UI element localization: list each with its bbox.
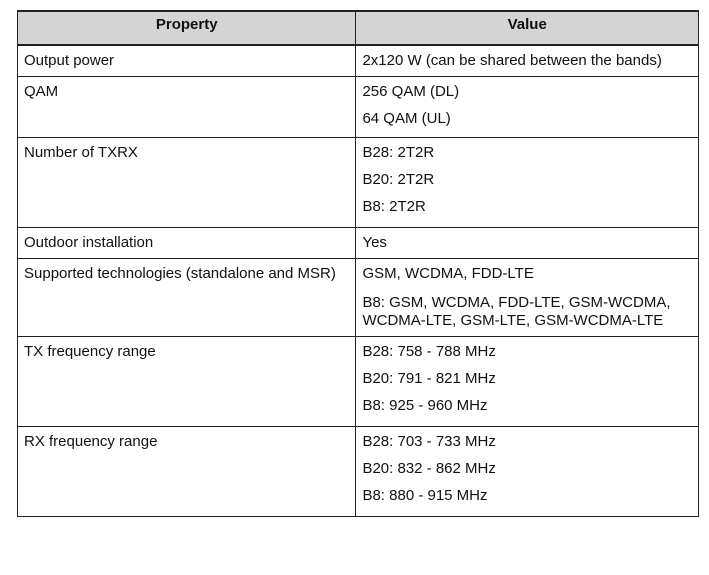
- value-line: B8: 2T2R: [362, 198, 426, 215]
- column-header-value: Value: [356, 11, 699, 45]
- value-line: 256 QAM (DL): [362, 83, 460, 100]
- value-line: 64 QAM (UL): [362, 110, 451, 127]
- value-line: B28: 2T2R: [362, 144, 435, 161]
- table-row-output-power: [18, 45, 699, 77]
- table-row-number-of-txrx: [18, 138, 699, 228]
- table-row-outdoor-installation: [18, 228, 699, 259]
- value-line: B8: GSM, WCDMA, FDD-LTE, GSM-WCDMA, WCDMA-LTE, GSM-LTE, GSM-WCDMA-LTE: [362, 294, 671, 329]
- property-label: QAM: [24, 83, 59, 100]
- table-header-row: [18, 11, 699, 45]
- value-line: B8: 880 - 915 MHz: [362, 487, 488, 504]
- table-row-qam: [18, 77, 699, 138]
- value-line: B28: 703 - 733 MHz: [362, 433, 496, 450]
- value-cell: [356, 337, 699, 427]
- property-cell: [18, 337, 356, 427]
- property-cell: [18, 138, 356, 228]
- column-header-property: Property: [18, 11, 356, 45]
- value-cell: 2x120 W (can be shared between the bands): [356, 45, 699, 77]
- value-line: B20: 832 - 862 MHz: [362, 460, 496, 477]
- property-cell: [18, 259, 356, 337]
- value-cell: [356, 259, 699, 337]
- value-line: B28: 758 - 788 MHz: [362, 343, 496, 360]
- property-cell: Outdoor installation: [18, 228, 356, 259]
- value-line: B8: 925 - 960 MHz: [362, 397, 488, 414]
- table-row-supported-technologies: [18, 259, 699, 337]
- value-line: GSM, WCDMA, FDD-LTE: [362, 265, 534, 282]
- property-label: RX frequency range: [24, 433, 158, 450]
- property-label: Supported technologies (standalone and MSR): [24, 265, 336, 282]
- property-label: Number of TXRX: [24, 144, 138, 161]
- value-line: B20: 791 - 821 MHz: [362, 370, 496, 387]
- table-row-rx-frequency-range: [18, 427, 699, 517]
- value-cell: [356, 427, 699, 517]
- value-cell: [356, 138, 699, 228]
- property-cell: [18, 427, 356, 517]
- specifications-table: [17, 10, 699, 517]
- property-cell: [18, 77, 356, 138]
- value-cell: Yes: [356, 228, 699, 259]
- value-line: B20: 2T2R: [362, 171, 435, 188]
- property-label: TX frequency range: [24, 343, 156, 360]
- property-cell: Output power: [18, 45, 356, 77]
- table-row-tx-frequency-range: [18, 337, 699, 427]
- value-cell: [356, 77, 699, 138]
